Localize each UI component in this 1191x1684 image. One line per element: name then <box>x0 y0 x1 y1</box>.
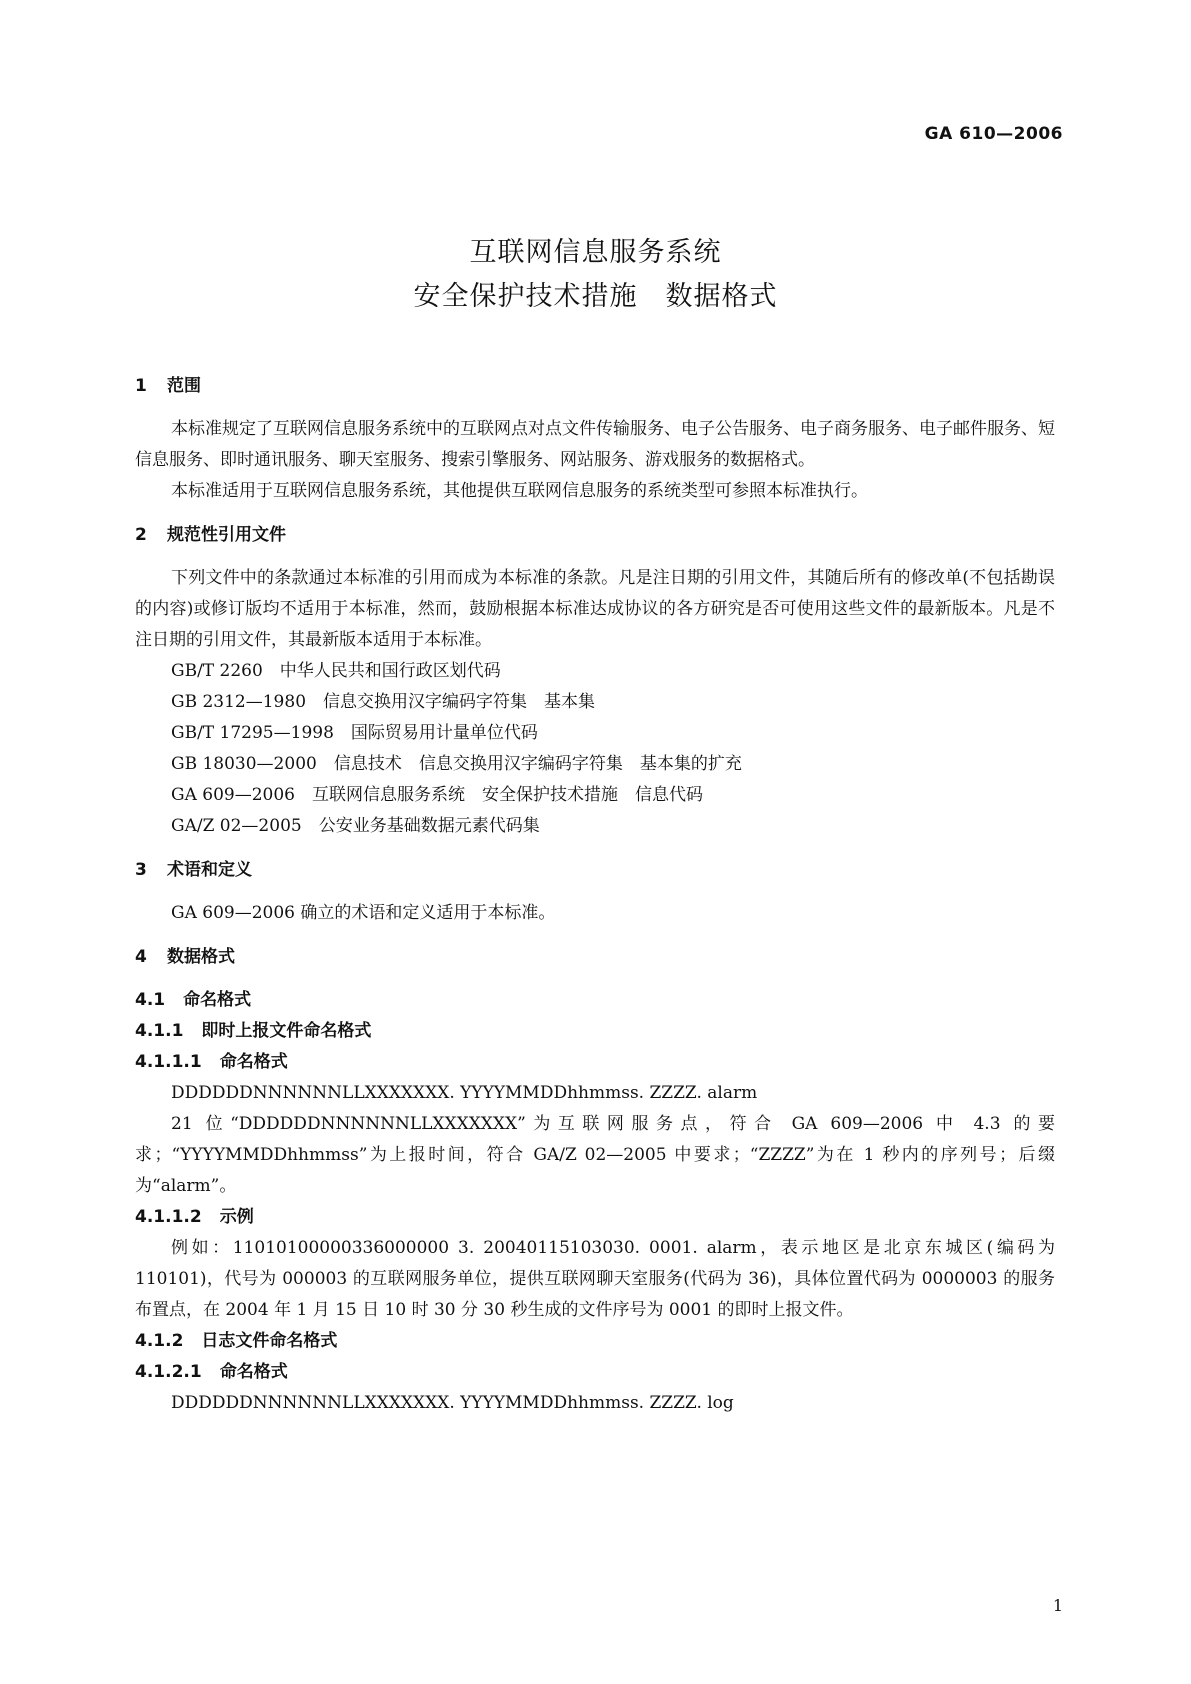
paragraph: 本标准适用于互联网信息服务系统，其他提供互联网信息服务的系统类型可参照本标准执行。 <box>171 481 868 501</box>
subsection-number: 4.1.1.2 <box>135 1207 202 1227</box>
paragraph: 21 位“DDDDDDNNNNNNLLXXXXXXX”为互联网服务点，符合 GA 609—2006 中 4.3 的要求；“YYYYMMDDhhmmss”为上报时间，符合 GA/Z 02—2005 中要求；“ZZZZ”为在 1 秒内的序列号；后缀为“alarm”。 <box>135 1114 1055 1196</box>
reference-item: GA/Z 02—2005 公安业务基础数据元素代码集 <box>171 816 540 836</box>
subsection-number: 4.1.2 <box>135 1331 184 1351</box>
subsection-title: 日志文件命名格式 <box>201 1331 338 1351</box>
subsection-title: 即时上报文件命名格式 <box>201 1021 372 1041</box>
subsection-number: 4.1.2.1 <box>135 1362 202 1382</box>
subsection-title: 命名格式 <box>183 990 252 1010</box>
subsection-4-1-2-1-heading <box>135 1357 1055 1388</box>
subsection-title: 示例 <box>219 1207 254 1227</box>
section-title: 术语和定义 <box>167 860 252 880</box>
reference-item: GB 2312—1980 信息交换用汉字编码字符集 基本集 <box>171 692 596 712</box>
paragraph: GA 609—2006 确立的术语和定义适用于本标准。 <box>171 903 556 923</box>
subsection-number: 4.1.1.1 <box>135 1052 202 1072</box>
section-1-heading <box>135 374 1055 398</box>
naming-format-log: DDDDDDNNNNNNLLXXXXXXX. YYYYMMDDhhmmss. ZZZZ. log <box>171 1393 734 1413</box>
title-line-1: 互联网信息服务系统 <box>469 237 722 268</box>
section-2-heading <box>135 523 1055 547</box>
reference-item: GA 609—2006 互联网信息服务系统 安全保护技术措施 信息代码 <box>171 785 703 805</box>
page-number: 1 <box>1052 1596 1063 1615</box>
subsection-4-1-1-1-heading <box>135 1047 1055 1078</box>
subsection-4-1-2-heading <box>135 1326 1055 1357</box>
subsection-number: 4.1.1 <box>135 1021 184 1041</box>
section-number: 3 <box>135 860 147 880</box>
section-title: 范围 <box>167 376 201 396</box>
document-body <box>135 374 1055 1419</box>
naming-format-alarm: DDDDDDNNNNNNLLXXXXXXX. YYYYMMDDhhmmss. ZZZZ. alarm <box>171 1083 758 1103</box>
subsection-title: 命名格式 <box>219 1052 288 1072</box>
subsection-title: 命名格式 <box>219 1362 288 1382</box>
paragraph: 本标准规定了互联网信息服务系统中的互联网点对点文件传输服务、电子公告服务、电子商务服务、电子邮件服务、短信息服务、即时通讯服务、聊天室服务、搜索引擎服务、网站服务、游戏服务的数据格式。 <box>135 419 1055 470</box>
section-4-heading <box>135 945 1055 969</box>
paragraph: 下列文件中的条款通过本标准的引用而成为本标准的条款。凡是注日期的引用文件，其随后所有的修改单(不包括勘误的内容)或修订版均不适用于本标准，然而，鼓励根据本标准达成协议的各方研究是否可使用这些文件的最新版本。凡是不注日期的引用文件，其最新版本适用于本标准。 <box>135 568 1055 650</box>
section-title: 数据格式 <box>167 947 235 967</box>
title-line-2: 安全保护技术措施 数据格式 <box>413 281 778 312</box>
section-3-heading <box>135 858 1055 882</box>
section-number: 1 <box>135 376 147 396</box>
subsection-4-1-1-heading <box>135 1016 1055 1047</box>
section-number: 4 <box>135 947 147 967</box>
standard-code: GA 610—2006 <box>924 124 1063 144</box>
subsection-4-1-heading <box>135 985 1055 1016</box>
subsection-number: 4.1 <box>135 990 166 1010</box>
section-number: 2 <box>135 525 147 545</box>
reference-item: GB/T 2260 中华人民共和国行政区划代码 <box>171 661 501 681</box>
paragraph: 例如：11010100000336000000 3. 20040115103030. 0001. alarm，表示地区是北京东城区(编码为 110101)，代号为 000003 的互联网服务单位，提供互联网聊天室服务(代码为 36)，具体位置代码为 0000003 的服务布置点，在 2004 年 1 月 15 日 10 时 30 分 30 秒生成的文件序号为 0001 的即时上报文件。 <box>135 1238 1055 1320</box>
reference-item: GB 18030—2000 信息技术 信息交换用汉字编码字符集 基本集的扩充 <box>171 754 742 774</box>
reference-item: GB/T 17295—1998 国际贸易用计量单位代码 <box>171 723 538 743</box>
subsection-4-1-1-2-heading <box>135 1202 1055 1233</box>
section-title: 规范性引用文件 <box>167 525 286 545</box>
